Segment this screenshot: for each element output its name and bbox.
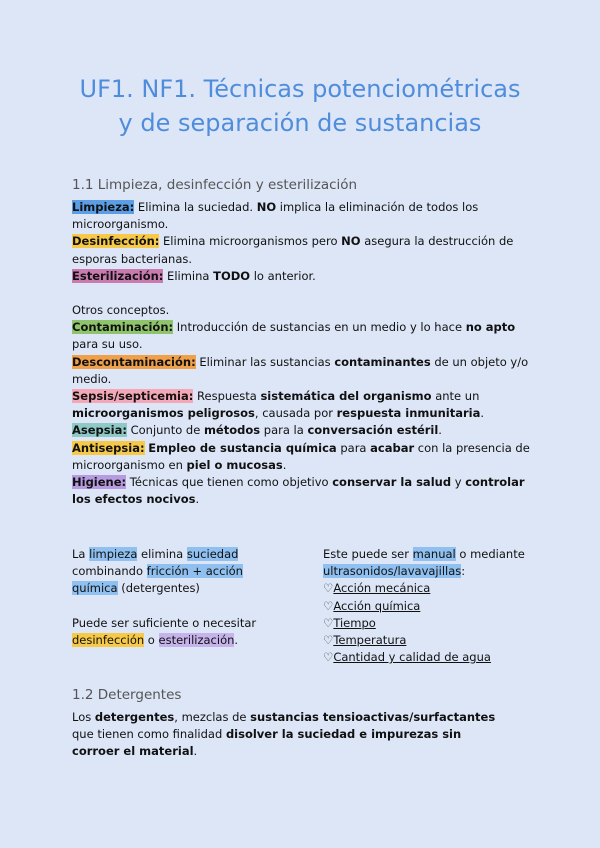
text-run: o mediante [455, 547, 525, 561]
text-run: Eliminar las sustancias [195, 354, 335, 369]
highlight: limpieza [89, 547, 138, 561]
text-run: y [451, 475, 466, 490]
text-run: Los [72, 710, 95, 724]
term-label: Limpieza: [72, 200, 135, 214]
definition [72, 233, 530, 267]
factor-item [323, 649, 543, 666]
factor-label: Acción química [333, 598, 421, 613]
text-run: Este puede ser [323, 547, 413, 561]
section-1-body [72, 199, 530, 508]
bold-run: conversación estéril [307, 423, 439, 438]
concept-definition [72, 354, 530, 388]
bold-run: controlar los efectos nocivos [72, 475, 525, 507]
text-run: elimina [137, 547, 187, 561]
text-run: o [144, 632, 159, 647]
left-column [72, 546, 272, 649]
text-run: combinando [72, 564, 147, 579]
text-run: asegura la destrucción de esporas bacterianas. [72, 234, 514, 266]
text-run: Puede ser suficiente o necesitar [72, 615, 257, 630]
text-run: : [461, 564, 466, 579]
text-run: de un objeto y/o medio. [72, 354, 529, 386]
text-run: Respuesta [193, 389, 261, 404]
highlight: suciedad [186, 547, 239, 561]
section-2-body [72, 709, 512, 761]
highlight: desinfección [72, 632, 145, 647]
factor-item [323, 615, 543, 632]
factor-list [323, 580, 543, 666]
text-run: Elimina microorganismos pero [159, 234, 342, 249]
bold-run: respuesta inmunitaria [336, 406, 481, 421]
term-label: Contaminación: [72, 320, 174, 335]
text-run: implica la eliminación de todos los microorganismo. [72, 200, 479, 232]
highlight: fricción + acción química [72, 564, 243, 596]
term-label: Antisepsia: [72, 440, 145, 455]
heart-icon: ♡ [323, 633, 334, 648]
concept-definition [72, 388, 530, 422]
detergentes-paragraph [72, 709, 512, 761]
text-run: para la [260, 423, 308, 438]
text-run: Conjunto de [126, 423, 204, 438]
term-label: Esterilización: [72, 268, 164, 283]
title-line-2: y de separación de sustancias [118, 109, 482, 137]
definition [72, 199, 530, 233]
bold-run: Empleo de sustancia química [148, 440, 337, 455]
term-label: Descontaminación: [72, 354, 196, 369]
factor-label: Acción mecánica [333, 581, 431, 596]
page-title [0, 72, 600, 140]
heart-icon: ♡ [323, 615, 334, 630]
heart-icon: ♡ [323, 598, 334, 613]
text-run: . [195, 492, 200, 507]
term-label: Desinfección: [72, 234, 160, 249]
text-run: para su uso. [72, 337, 143, 352]
text-run: Introducción de sustancias en un medio y lo hace [173, 320, 466, 335]
bold-run: métodos [203, 423, 261, 438]
factor-item [323, 580, 543, 597]
bold-run: piel o mucosas [186, 457, 283, 472]
term-label: Sepsis/septicemia: [72, 389, 194, 404]
right-column [323, 546, 543, 666]
bold-run: sistemática del organismo [260, 389, 432, 404]
bold-run: conservar la salud [332, 475, 452, 490]
text-run: , causada por [254, 406, 337, 421]
highlight: manual [412, 547, 456, 561]
left-paragraph-1 [72, 546, 272, 598]
title-line-1: UF1. NF1. Técnicas potenciométricas [79, 75, 521, 103]
text-run: Elimina la suciedad. [134, 200, 257, 214]
text-run: . [193, 744, 198, 759]
right-intro [323, 546, 543, 580]
text-run: , mezclas de [174, 710, 251, 724]
factor-item [323, 632, 543, 649]
bold-run: NO [256, 200, 277, 214]
heart-icon: ♡ [323, 581, 334, 596]
text-run: que tienen como finalidad [72, 727, 226, 742]
term-label: Asepsia: [72, 423, 127, 438]
text-run: lo anterior. [250, 268, 316, 283]
factor-label: Tiempo [333, 615, 376, 630]
bold-run: NO [341, 234, 361, 249]
bold-run: acabar [370, 440, 415, 455]
text-run: con la presencia de microorganismo en [72, 440, 530, 472]
factor-item [323, 598, 543, 615]
definitions-list [72, 199, 530, 285]
concept-definition [72, 474, 530, 508]
text-run: . [480, 406, 484, 421]
bold-run: microorganismos peligrosos [72, 406, 255, 421]
definition [72, 268, 530, 285]
factor-label: Temperatura [333, 633, 407, 648]
bold-run: TODO [213, 268, 251, 283]
concept-definition [72, 440, 530, 474]
text-run: La [72, 547, 90, 561]
heart-icon: ♡ [323, 650, 334, 665]
bold-run: sustancias tensioactivas/surfactantes [250, 710, 496, 724]
concept-definition [72, 422, 530, 439]
section-1-heading: 1.1 Limpieza, desinfección y esterilización [72, 177, 358, 193]
bold-run: contaminantes [334, 354, 431, 369]
section-2-heading: 1.2 Detergentes [72, 687, 182, 703]
text-run: para [336, 440, 371, 455]
others-label: Otros conceptos. [72, 303, 170, 318]
text-run: ante un [431, 389, 480, 404]
highlight: esterilización [158, 632, 235, 647]
bold-run: detergentes [94, 710, 175, 724]
text-run: (detergentes) [117, 581, 200, 596]
text-run: . [438, 423, 442, 438]
text-run: . [282, 457, 287, 472]
bold-run: disolver la suciedad e impurezas sin corroer el material [72, 727, 462, 759]
term-label: Higiene: [72, 475, 127, 490]
highlight: ultrasonidos/lavavajillas [323, 564, 462, 579]
concept-definition [72, 319, 530, 353]
text-run: Elimina [163, 268, 214, 283]
other-concepts-list [72, 319, 530, 508]
bold-run: no apto [465, 320, 516, 335]
text-run: Técnicas que tienen como objetivo [126, 475, 333, 490]
text-run: . [234, 632, 239, 647]
factor-label: Cantidad y calidad de agua [333, 650, 491, 665]
left-paragraph-2 [72, 615, 272, 649]
